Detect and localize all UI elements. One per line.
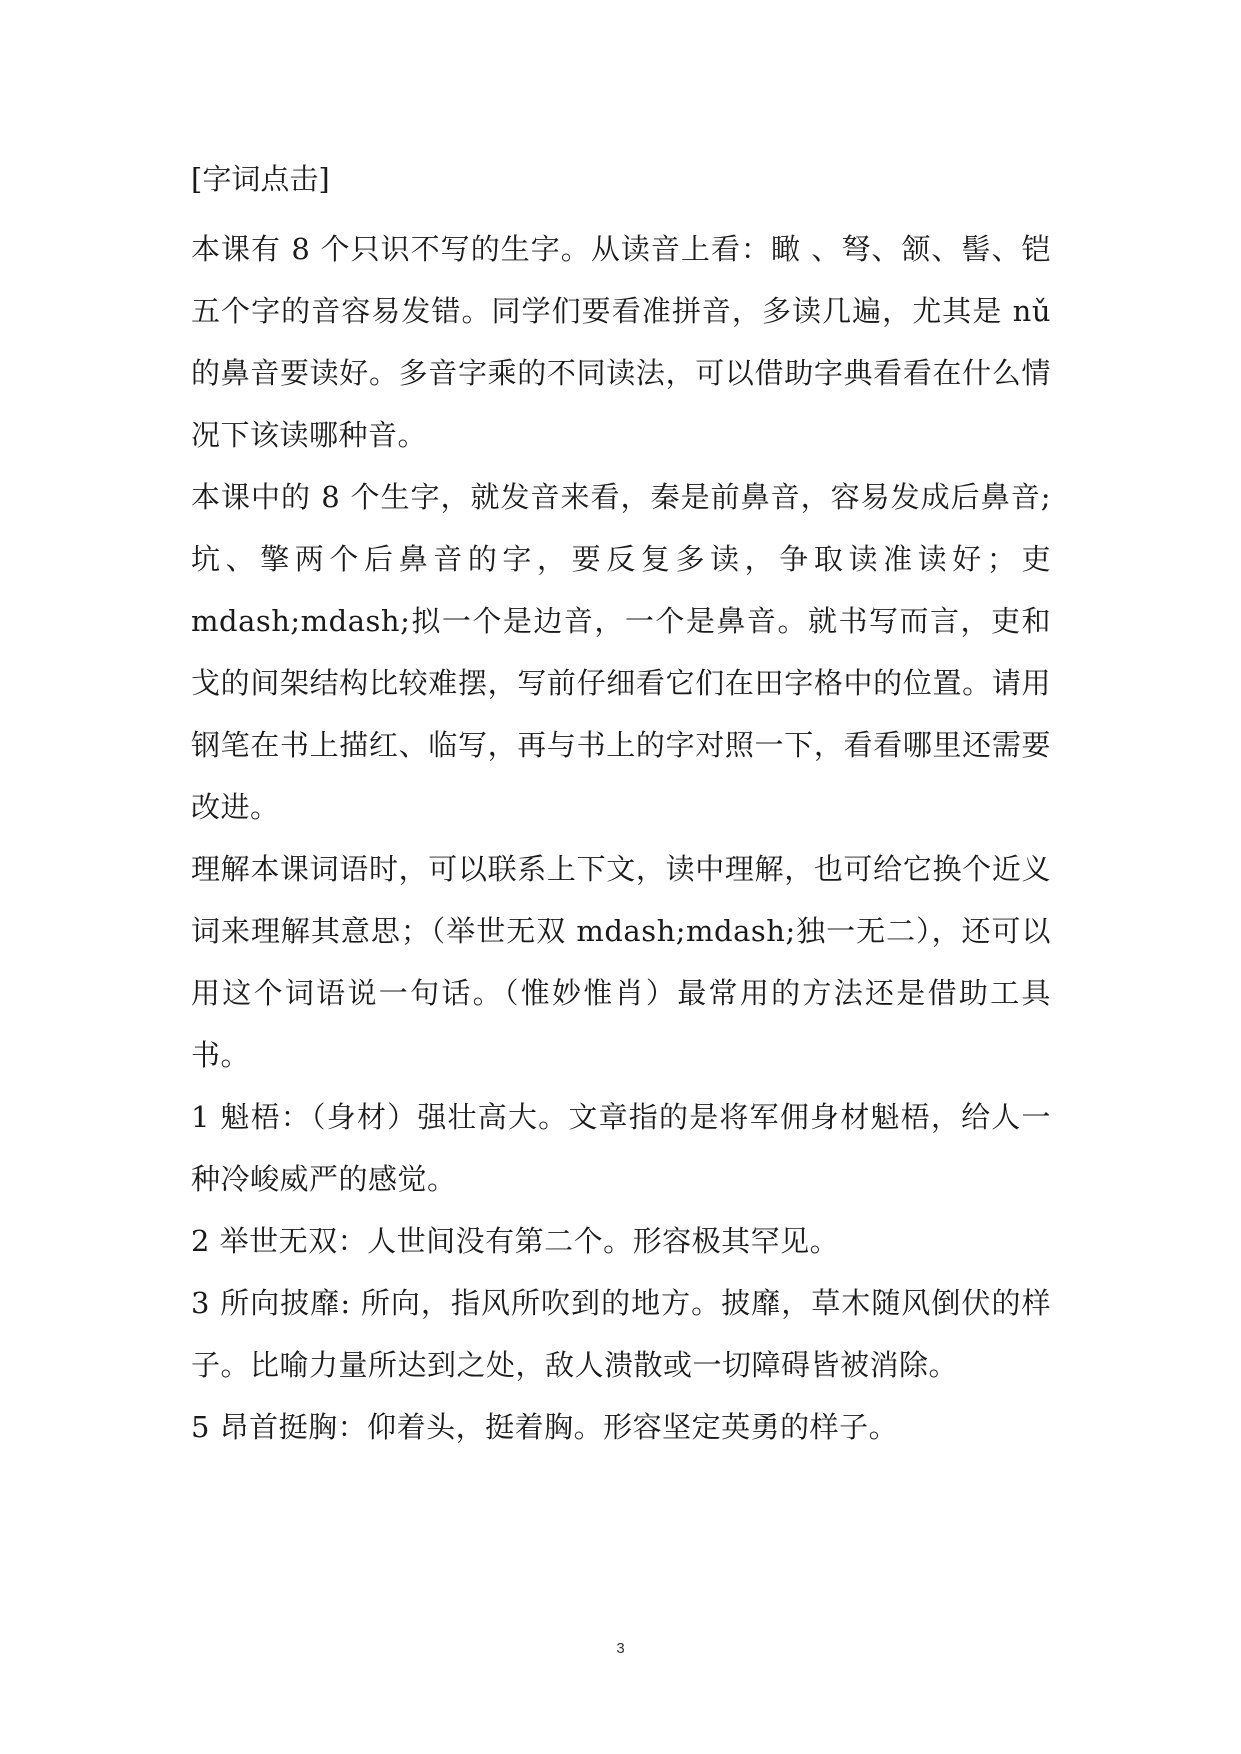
vocab-item-jushiwushuang: 2 举世无双：人世间没有第二个。形容极其罕见。 bbox=[191, 1224, 840, 1258]
paragraph-unrecognized-characters: 本课有 8 个只识不写的生字。从读音上看：瞰 、弩、颔、髻、铠五个字的音容易发错。同学们要看准拼音，多读几遍，尤其是 nǔ的鼻音要读好。多音字乘的不同读法，可以借助字典看看在什么情况下该读哪种音。 bbox=[191, 232, 1051, 452]
paragraph-word-understanding: 理解本课词语时，可以联系上下文，读中理解，也可给它换个近义词来理解其意思；（举世无双 mdash;mdash;独一无二），还可以用这个词语说一句话。（惟妙惟肖）最常用的方法还是借助工具书。 bbox=[191, 852, 1051, 1072]
vocab-item-angshoutingxiong: 5 昂首挺胸：仰着头，挺着胸。形容坚定英勇的样子。 bbox=[191, 1410, 899, 1444]
vocab-item-suoxiangpimi: 3 所向披靡: 所向，指风所吹到的地方。披靡，草木随风倒伏的样子。比喻力量所达到之处，敌人溃散或一切障碍皆被消除。 bbox=[191, 1286, 1051, 1382]
paragraph-new-characters: 本课中的 8 个生字，就发音来看，秦是前鼻音，容易发成后鼻音; 坑、擎两个后鼻音的字，要反复多读，争取读准读好；吏 mdash;mdash;拟一个是边音，一个是鼻音。就书写而言，吏和戈的间架结构比较难摆，写前仔细看它们在田字格中的位置。请用钢笔在书上描红、临写，再与书上的字对照一下，看看哪里还需要改进。 bbox=[191, 480, 1051, 824]
page-number: 3 bbox=[616, 1640, 625, 1657]
section-heading: [字词点击] bbox=[191, 162, 330, 196]
vocab-item-kuiwu: 1 魁梧：（身材）强壮高大。文章指的是将军佣身材魁梧，给人一种冷峻威严的感觉。 bbox=[191, 1100, 1051, 1196]
page-content bbox=[191, 148, 1051, 1458]
